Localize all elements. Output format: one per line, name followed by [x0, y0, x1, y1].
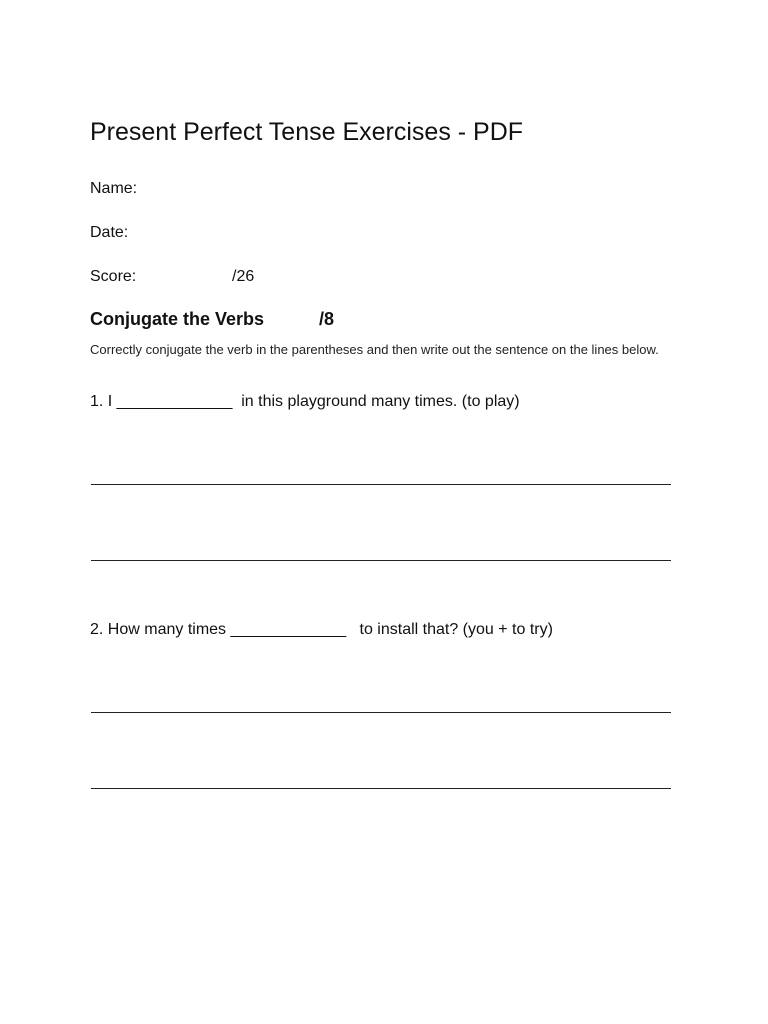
section-heading: Conjugate the Verbs [90, 309, 265, 329]
date-label: Date: [90, 224, 129, 241]
instructions-text: Correctly conjugate the verb in the parentheses and then write out the sentence on the lines below. [90, 342, 659, 357]
section-points: /8 [319, 309, 335, 329]
question-1: 1. I _____________ in this playground many times. (to play) [90, 393, 520, 410]
answer-line [91, 484, 671, 485]
page-title: Present Perfect Tense Exercises - PDF [90, 118, 524, 146]
name-label: Name: [90, 180, 138, 197]
score-label: Score: [90, 268, 137, 285]
answer-line [91, 560, 671, 561]
answer-line [91, 788, 671, 789]
answer-line [91, 712, 671, 713]
question-2: 2. How many times _____________ to install that? (you + to try) [90, 621, 553, 638]
score-total: /26 [232, 268, 255, 285]
